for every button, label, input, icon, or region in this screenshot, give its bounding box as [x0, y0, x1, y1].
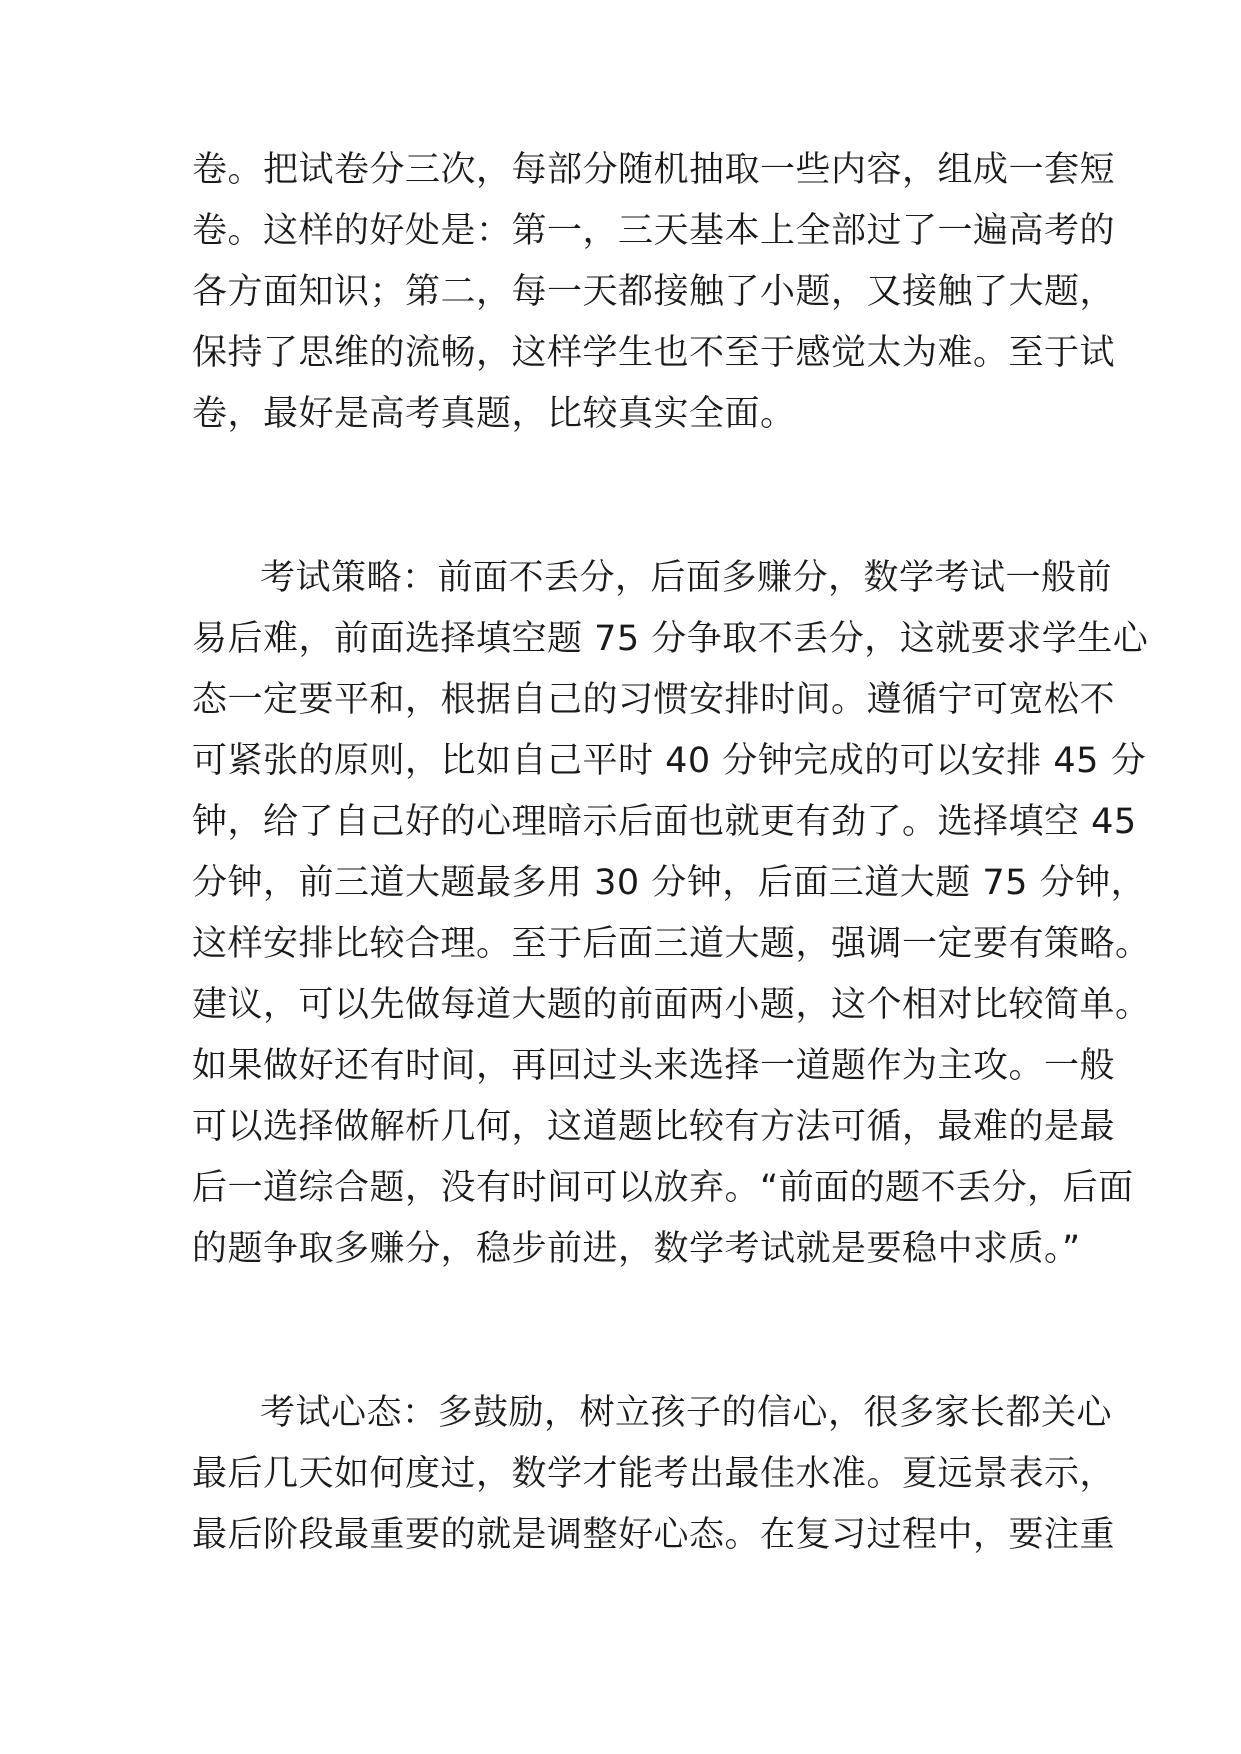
paragraph-line: 易后难，前面选择填空题 75 分争取不丢分，这就要求学生心 [192, 619, 1149, 659]
paragraph-line: 分钟，前三道大题最多用 30 分钟，后面三道大题 75 分钟， [192, 863, 1147, 903]
paragraph-line: 可以选择做解析几何，这道题比较有方法可循，最难的是最 [192, 1107, 1116, 1147]
paragraph-line: 钟，给了自己好的心理暗示后面也就更有劲了。选择填空 45 [192, 802, 1137, 842]
paragraph-line: 可紧张的原则，比如自己平时 40 分钟完成的可以安排 45 分 [192, 741, 1147, 781]
paragraph-line: 卷，最好是高考真题，比较真实全面。 [192, 394, 796, 434]
paragraph-line: 考试策略：前面不丢分，后面多赚分，数学考试一般前 [260, 558, 1113, 598]
paragraph-line: 最后几天如何度过，数学才能考出最佳水准。夏远景表示， [192, 1454, 1116, 1494]
paragraph-line: 后一道综合题，没有时间可以放弃。“前面的题不丢分，后面 [192, 1168, 1134, 1208]
paragraph-line: 这样安排比较合理。至于后面三道大题，强调一定要有策略。 [192, 924, 1151, 964]
paragraph-line: 考试心态：多鼓励，树立孩子的信心，很多家长都关心 [260, 1393, 1113, 1433]
paragraph-line: 卷。把试卷分三次，每部分随机抽取一些内容，组成一套短 [192, 150, 1116, 190]
paragraph-line: 如果做好还有时间，再回过头来选择一道题作为主攻。一般 [192, 1046, 1116, 1086]
paragraph-line: 保持了思维的流畅，这样学生也不至于感觉太为难。至于试 [192, 333, 1116, 373]
paragraph-line: 建议，可以先做每道大题的前面两小题，这个相对比较简单。 [192, 985, 1151, 1025]
paragraph-line: 最后阶段最重要的就是调整好心态。在复习过程中，要注重 [192, 1515, 1116, 1555]
paragraph-line: 的题争取多赚分，稳步前进，数学考试就是要稳中求质。” [192, 1229, 1081, 1269]
paragraph-line: 各方面知识；第二，每一天都接触了小题，又接触了大题， [192, 272, 1116, 312]
paragraph-line: 态一定要平和，根据自己的习惯安排时间。遵循宁可宽松不 [192, 680, 1116, 720]
paragraph-line: 卷。这样的好处是：第一，三天基本上全部过了一遍高考的 [192, 211, 1116, 251]
